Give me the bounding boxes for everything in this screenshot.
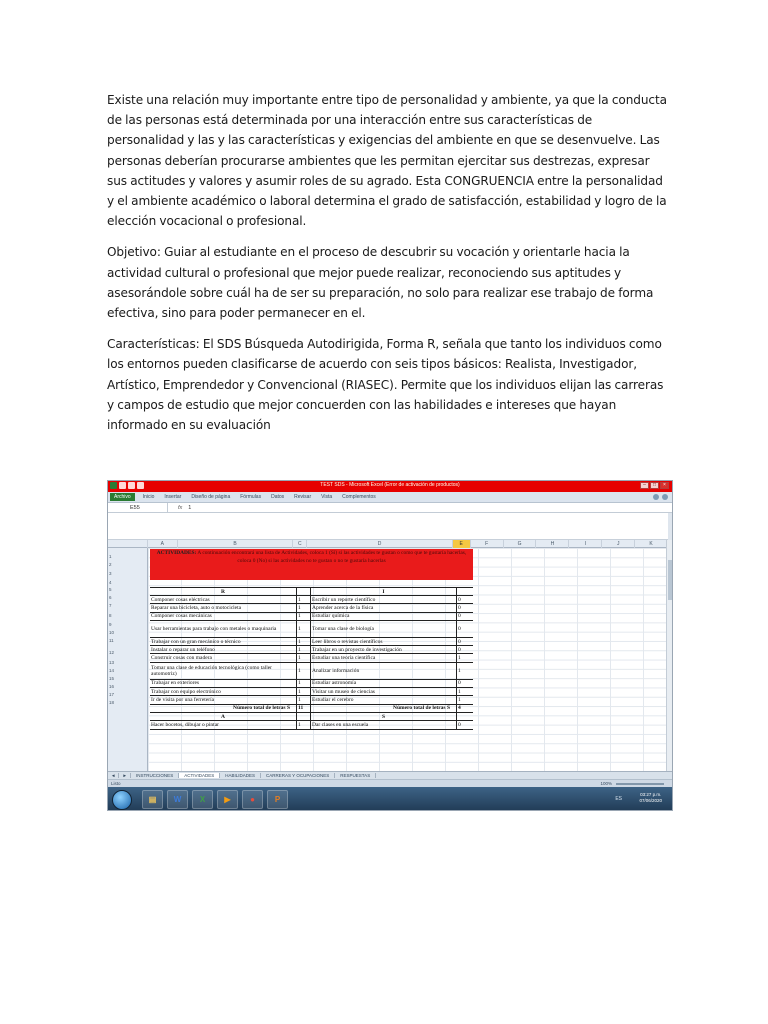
document-body — [107, 90, 667, 446]
activity-r-cell[interactable]: Componer cosas mecánicas — [150, 613, 297, 620]
tab-file[interactable]: Archivo — [110, 493, 135, 501]
table-row — [150, 638, 473, 646]
answer-r-cell[interactable]: 1 — [297, 663, 311, 679]
column-head-s[interactable]: S — [311, 713, 457, 720]
activity-r-cell[interactable]: Trabajar en exteriores — [150, 680, 297, 687]
cell[interactable] — [457, 588, 473, 595]
column-header[interactable]: E — [453, 540, 471, 548]
objective-paragraph: Objetivo: Guiar al estudiante en el proceso de descubrir su vocación y orientarle hacia la actividad cultural o profesional que mejor puede realizar, reconociendo sus aptitudes y asesorándole sobre cuál ha de ser su preparación, no solo para realizar ese trabajo de forma efectiva, sino para poder permanecer en el. — [107, 245, 654, 321]
windows-taskbar — [108, 787, 672, 811]
excel-icon[interactable]: X — [192, 790, 213, 809]
table-row — [150, 654, 473, 662]
answer-r-cell[interactable]: 1 — [297, 638, 311, 645]
answer-i-cell[interactable]: 1 — [458, 667, 461, 674]
formula-bar — [108, 503, 672, 513]
total-value-i[interactable]: 4 — [458, 705, 461, 712]
tab-page-layout[interactable]: Diseño de página — [191, 494, 231, 500]
sheet-tab-habilidades[interactable]: HABILIDADES — [220, 773, 261, 778]
row-header[interactable]: 16 — [109, 684, 115, 689]
media-player-icon[interactable]: ▶ — [217, 790, 238, 809]
intro-paragraph: Existe una relación muy importante entre tipo de personalidad y ambiente, ya que la conducta de las personas está determinada por una interacción entre sus características de personalidad y las y las características y exigencias del ambiente en que se desenvuelve. Las personas deberían procurarse ambientes que les permitan ejercitar sus destrezas, expresar sus actitudes y valores y asumir roles de su agrado. Esta CONGRUENCIA entre la personalidad y el ambiente académico o laboral determina el grado de satisfacción, estabilidad y logro de la elección vocacional o profesional. — [107, 93, 667, 229]
status-bar — [108, 779, 672, 787]
sheet-tab-carreras[interactable]: CARRERAS Y OCUPACIONES — [261, 773, 335, 778]
answer-i-cell[interactable]: 0 — [458, 625, 461, 632]
table-row — [150, 721, 473, 729]
status-text: Listo — [111, 781, 121, 786]
answer-a-cell[interactable]: 1 — [297, 721, 311, 728]
cell[interactable] — [297, 588, 311, 595]
activity-i-cell[interactable]: Trabajar en un proyecto de investigación — [311, 646, 457, 653]
tab-review[interactable]: Revisar — [294, 494, 312, 500]
fx-icon[interactable]: fx — [178, 504, 183, 511]
answer-s-cell[interactable]: 0 — [458, 721, 461, 728]
activity-i-cell[interactable]: Visitar un museo de ciencias — [311, 688, 457, 695]
table-head-row-2 — [150, 713, 473, 721]
answer-r-cell[interactable]: 1 — [297, 696, 311, 703]
answer-i-cell[interactable]: 0 — [458, 613, 461, 620]
row-header[interactable]: 7 — [109, 603, 112, 608]
characteristics-paragraph: Características: El SDS Búsqueda Autodirigida, Forma R, señala que tanto los individuos como los entornos pueden clasificarse de acuerdo con seis tipos básicos: Realista, Investigador, Artístico, Emprendedor y Convencional (RIASEC). Permite que los individuos elijan las carreras y campos de estudio que mejor concuerden con las habilidades e intereses que hayan informado en su evaluación — [107, 337, 664, 433]
table-row — [150, 688, 473, 696]
word-icon[interactable]: W — [167, 790, 188, 809]
table-row — [150, 604, 473, 612]
activity-i-cell[interactable]: Estudiar astronomía — [311, 680, 457, 687]
instructions-text: A continuación encontrará una lista de Actividades, coloca 1 (Sí) si las actividades te gustan o como que te gustaría hacerlas, coloca 0 (No) si las actividades no te gustan o no te gustaría hacerlas — [197, 550, 467, 564]
answer-i-cell[interactable]: 0 — [458, 604, 461, 611]
activities-table — [150, 587, 473, 730]
explorer-icon[interactable]: ▤ — [142, 790, 163, 809]
minimize-icon[interactable]: – — [640, 482, 649, 489]
table-row — [150, 680, 473, 688]
table-row — [150, 663, 473, 680]
maximize-icon[interactable]: □ — [650, 482, 659, 489]
row-header[interactable]: 15 — [109, 676, 115, 681]
activity-r-cell[interactable]: Reparar una bicicleta, auto o motocicleta — [150, 604, 297, 611]
column-head-r[interactable]: R — [150, 588, 297, 595]
tab-home[interactable]: Inicio — [142, 494, 155, 500]
row-header[interactable]: 1 — [109, 554, 112, 559]
table-row — [150, 621, 473, 638]
column-header[interactable]: F — [471, 540, 504, 548]
table-row — [150, 646, 473, 654]
formula-bar-expanded — [108, 513, 668, 540]
ribbon-tabs — [108, 492, 672, 503]
answer-r-cell[interactable]: 1 — [297, 621, 311, 637]
window-controls — [640, 482, 669, 489]
activity-r-cell[interactable]: Usar herramientas para trabajo con metales o maquinaria — [150, 621, 297, 637]
total-label-r[interactable]: Número total de letras S — [150, 705, 297, 712]
activity-i-cell[interactable]: Aprender acerca de la física — [311, 604, 457, 611]
table-head-row — [150, 587, 473, 596]
column-headers — [108, 540, 668, 548]
activity-r-cell[interactable]: Instalar o reparar un teléfono — [150, 646, 297, 653]
row-header[interactable]: 6 — [109, 595, 112, 600]
table-row — [150, 696, 473, 704]
column-head-i[interactable]: I — [311, 588, 457, 595]
clock-date: 07/06/2020 — [639, 798, 662, 803]
excel-screenshot — [107, 480, 673, 811]
answer-r-cell[interactable]: 1 — [297, 646, 311, 653]
excel-window-title: TEST SDS - Microsoft Excel (Error de activación de productos) — [320, 482, 460, 488]
answer-i-cell[interactable]: 1 — [458, 688, 461, 695]
cell[interactable] — [457, 713, 473, 720]
column-header[interactable]: G — [504, 540, 537, 548]
answer-i-cell[interactable]: 0 — [458, 646, 461, 653]
sheet-tab-actividades[interactable]: ACTIVIDADES — [179, 773, 220, 778]
table-row — [150, 596, 473, 604]
activity-r-cell[interactable]: Trabajar con un gran mecánico o técnico — [150, 638, 297, 645]
activity-i-cell[interactable]: Tomar una clase de biología — [311, 621, 457, 637]
start-button[interactable] — [112, 790, 132, 810]
chrome-icon[interactable]: ● — [242, 790, 263, 809]
row-header[interactable]: 11 — [109, 638, 114, 643]
name-box[interactable]: E55 — [108, 503, 168, 512]
row-header[interactable]: 8 — [109, 613, 112, 618]
formula-input[interactable]: 1 — [188, 504, 192, 511]
activity-i-cell[interactable]: Escribir un reporte científico — [311, 596, 457, 603]
excel-title-bar — [108, 481, 672, 492]
row-header[interactable]: 9 — [109, 622, 112, 627]
activity-r-cell[interactable]: Trabajar con equipo electrónico — [150, 688, 297, 695]
cell[interactable] — [297, 713, 311, 720]
answer-i-cell[interactable]: 1 — [458, 697, 461, 704]
answer-r-cell[interactable]: 1 — [297, 680, 311, 687]
answer-i-cell[interactable]: 0 — [458, 638, 461, 645]
sheet-tab-respuestas[interactable]: RESPUESTAS — [335, 773, 376, 778]
activity-i-cell[interactable]: Estudiar una teoría científica — [311, 654, 457, 661]
row-header[interactable]: 17 — [109, 692, 115, 697]
vertical-scrollbar[interactable] — [666, 540, 672, 771]
tab-nav-first-icon[interactable]: ◄ — [108, 773, 119, 778]
ribbon-minimize-icon[interactable] — [662, 494, 668, 500]
tab-view[interactable]: Vista — [321, 494, 333, 500]
total-row — [150, 705, 473, 713]
powerpoint-icon[interactable]: P — [267, 790, 288, 809]
activity-r-cell[interactable]: Tomar una clase de educación tecnológica (como taller automotriz) — [150, 663, 297, 679]
row-header[interactable]: 13 — [109, 660, 115, 665]
scroll-thumb[interactable] — [668, 560, 672, 600]
answer-r-cell[interactable]: 1 — [297, 688, 311, 695]
answer-r-cell[interactable]: 1 — [297, 613, 311, 620]
activity-i-cell[interactable]: Estudiar química — [311, 613, 457, 620]
ribbon-help-controls — [653, 494, 668, 500]
column-header[interactable]: H — [536, 540, 569, 548]
row-header[interactable]: 4 — [109, 580, 112, 585]
row-header[interactable]: 5 — [109, 587, 112, 592]
answer-i-cell[interactable]: 0 — [458, 680, 461, 687]
select-all-corner[interactable] — [108, 540, 148, 548]
activity-s-cell[interactable]: Dar clases en una escuela — [311, 721, 457, 728]
answer-r-cell[interactable]: 1 — [297, 604, 311, 611]
total-value-r[interactable]: 11 — [297, 705, 311, 712]
table-row — [150, 613, 473, 621]
row-header[interactable]: 14 — [109, 668, 115, 673]
column-header[interactable]: D — [307, 540, 452, 548]
column-header[interactable]: B — [178, 540, 294, 548]
tab-insert[interactable]: Insertar — [164, 494, 182, 500]
row-headers — [108, 548, 148, 771]
answer-i-cell[interactable]: 0 — [458, 596, 461, 603]
activity-i-cell[interactable]: Estudiar el cerebro — [311, 696, 457, 703]
row-header[interactable]: 10 — [109, 630, 115, 635]
activity-r-cell[interactable]: Construir cosas con madera — [150, 654, 297, 661]
column-head-a[interactable]: A — [150, 713, 297, 720]
activity-a-cell[interactable]: Hacer bocetos, dibujar o pintar — [150, 721, 297, 728]
tab-data[interactable]: Datos — [271, 494, 285, 500]
activity-r-cell[interactable]: Componer cosas eléctricas — [150, 596, 297, 603]
clock-time: 03:27 p.m. — [640, 792, 662, 797]
activity-i-cell[interactable]: Analizar información — [311, 663, 457, 679]
zoom-level: 100% — [600, 781, 612, 786]
column-header[interactable]: K — [635, 540, 668, 548]
answer-r-cell[interactable]: 1 — [297, 654, 311, 661]
tab-formulas[interactable]: Fórmulas — [240, 494, 262, 500]
row-header[interactable]: 2 — [109, 562, 112, 567]
column-header[interactable]: A — [148, 540, 178, 548]
tab-nav-next-icon[interactable]: ► — [119, 773, 130, 778]
row-header[interactable]: 18 — [109, 700, 115, 705]
column-header[interactable]: C — [293, 540, 307, 548]
activities-instructions — [150, 549, 473, 580]
activity-i-cell[interactable]: Leer libros o revistas científicos — [311, 638, 457, 645]
zoom-control[interactable] — [600, 781, 664, 786]
column-header[interactable]: J — [602, 540, 635, 548]
answer-r-cell[interactable]: 1 — [297, 596, 311, 603]
row-header[interactable]: 3 — [109, 571, 112, 576]
sheet-tabs — [108, 771, 672, 779]
answer-i-cell[interactable]: 1 — [458, 655, 461, 662]
tab-addins[interactable]: Complementos — [342, 494, 376, 500]
language-indicator[interactable]: ES — [615, 796, 622, 802]
instructions-lead: ACTIVIDADES: — [156, 550, 197, 556]
sheet-tab-instrucciones[interactable]: INSTRUCCIONES — [131, 773, 179, 778]
activity-r-cell[interactable]: Ir de visita por una ferretería — [150, 696, 297, 703]
taskbar-clock[interactable] — [639, 792, 662, 804]
close-icon[interactable]: × — [660, 482, 669, 489]
total-label-i[interactable]: Número total de letras S — [311, 705, 457, 712]
row-header[interactable]: 12 — [109, 650, 115, 655]
column-header[interactable]: I — [569, 540, 602, 548]
zoom-slider[interactable] — [616, 783, 664, 785]
help-icon[interactable] — [653, 494, 659, 500]
